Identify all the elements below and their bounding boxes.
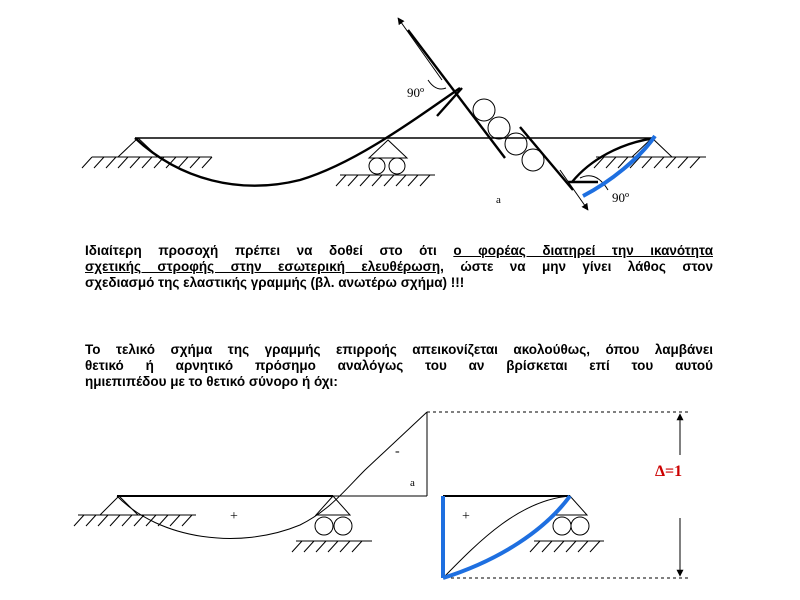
point-label-top: a (496, 194, 501, 206)
p2-line1: Το τελικό σχήμα της γραμμής επιρροής απεικονίζεται ακολούθως, όπου λαμβάνει (85, 342, 713, 357)
rotated-plate-right (520, 127, 573, 190)
point-label-bottom: a (410, 477, 415, 489)
plus-sign-right: + (462, 509, 470, 524)
guide-rollers (473, 99, 544, 171)
ground-middle (336, 175, 435, 186)
p1-line1-b: ο φορέας διατηρεί την ικανότητα (453, 243, 713, 258)
paragraph-2 (85, 342, 713, 390)
angle-label-left: 90º (407, 85, 425, 100)
ground-bottom-middle (292, 541, 372, 552)
p1-line1-a: Ιδιαίτερη προσοχή πρέπει να δοθεί στο ότι (85, 243, 454, 258)
ground-left (82, 157, 212, 168)
delta-label: Δ=1 (655, 463, 683, 480)
angle-label-right: 90º (612, 190, 630, 205)
p1-line2-a: σχετικής στροφής στην εσωτερική ελευθέρωση (85, 259, 441, 274)
ground-bottom-left (74, 515, 196, 526)
p1-line2-b: , ώστε να μην γίνει λάθος στον (440, 259, 713, 274)
ground-bottom-right (530, 541, 604, 552)
ground-right (594, 157, 706, 168)
p1-line3: σχεδιασμό της ελαστικής γραμμής (βλ. ανωτέρω σχήμα) !!! (85, 275, 465, 290)
roller-support-bottom-right (553, 496, 589, 535)
paragraph-1 (85, 243, 713, 291)
minus-sign: - (395, 444, 400, 459)
bottom-diagram (74, 412, 690, 578)
p2-line3: ημιεπιπέδου με το θετικό σύνορο ή όχι: (85, 374, 338, 389)
deflected-shape-left (135, 88, 460, 186)
direction-arrow-top (398, 18, 442, 80)
plus-sign-left: + (230, 509, 238, 524)
pin-support-bottom-left (100, 496, 138, 515)
top-diagram (82, 18, 706, 210)
p2-line2: θετικό ή αρνητικό πρόσημο αναλόγως του αν βρίσκεται επί του αυτού (85, 358, 713, 373)
angle-arc-left (428, 80, 446, 89)
